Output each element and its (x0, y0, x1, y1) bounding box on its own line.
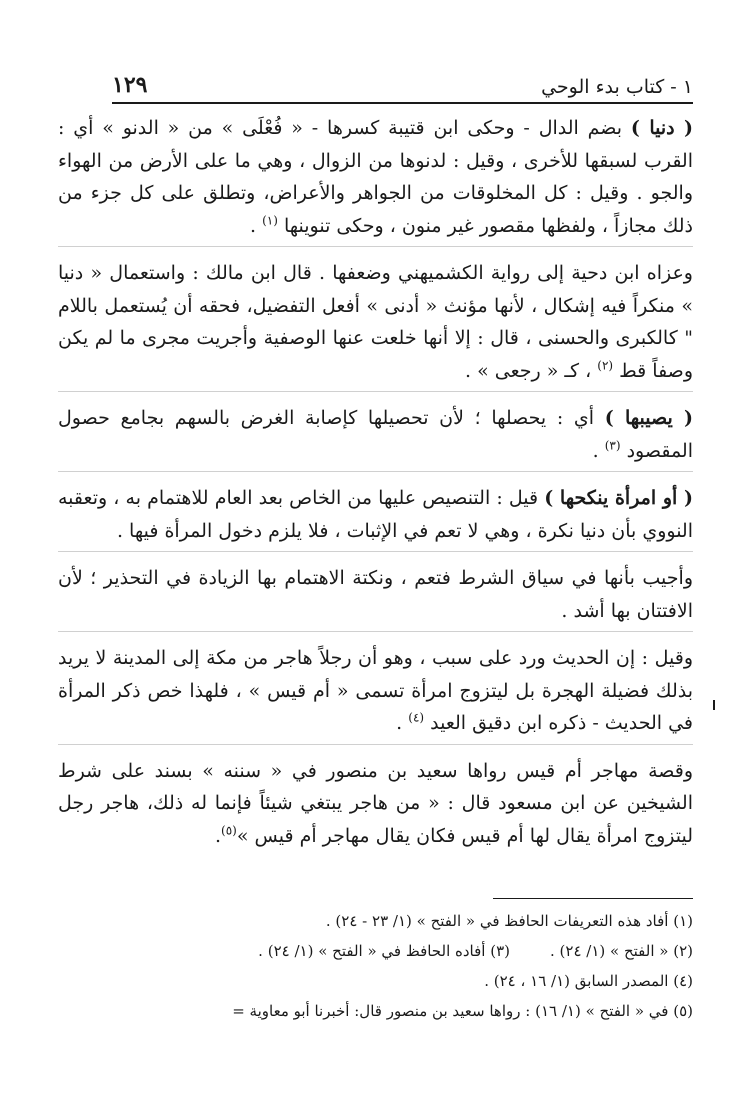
lemma-heading: ( أو امرأة ينكحها ) (544, 487, 693, 509)
footnote-3: (٣) أفاده الحافظ في « الفتح » (١/ ٢٤) . (258, 942, 510, 960)
paragraph-text: أي : يحصلها ؛ لأن تحصيلها كإصابة الغرض بالسهم بجامع حصول المقصود (58, 407, 693, 462)
paragraph-dunya (58, 112, 693, 247)
footnotes (58, 906, 693, 1026)
footnote-ref[interactable]: (٣) (604, 438, 621, 453)
margin-mark (713, 700, 715, 710)
paragraph-umm-qays (58, 755, 693, 857)
paragraph-answer (58, 562, 693, 632)
footnote-2: (٢) « الفتح » (١/ ٢٤) . (550, 942, 693, 960)
paragraph-text: وأجيب بأنها في سياق الشرط فتعم ، ونكتة الاهتمام بها الزيادة في التحذير ؛ لأن الافتتان بها أشد . (58, 567, 693, 622)
paragraph-sabab (58, 642, 693, 745)
paragraph-tail: . (592, 439, 605, 462)
paragraph-ibn-malik (58, 257, 693, 392)
footnote-ref[interactable]: (١) (262, 213, 278, 228)
paragraph-yusibuha (58, 402, 693, 472)
paragraph-tail: . (396, 712, 409, 734)
paragraph-text: وقصة مهاجر أم قيس رواها سعيد بن منصور في « سننه » بسند على شرط الشيخين عن ابن مسعود قال : « من هاجر يبتغي شيئاً فإنما له ذلك، هاجر رجل ليتزوج امرأة يقال لها أم قيس فكان يقال مهاجر أم قيس » (58, 759, 693, 847)
paragraph-tail: . (214, 824, 221, 847)
page-number: ١٢٩ (112, 72, 148, 98)
footnote-1: (١) أفاد هذه التعريفات الحافظ في « الفتح » (١/ ٢٣ - ٢٤) . (325, 912, 693, 930)
footnote-4: (٤) المصدر السابق (١/ ١٦ ، ٢٤) . (484, 972, 693, 990)
page-header (112, 58, 693, 104)
paragraph-text: قيل : التنصيص عليها من الخاص بعد العام للاهتمام به ، وتعقبه النووي بأن دنيا نكرة ، وهي لا تعم في الإثبات ، فلا يلزم دخول المرأة فيها . (58, 487, 693, 542)
paragraph-tail: . (250, 214, 263, 237)
paragraph-tail: ، كـ « رجعى » . (465, 359, 598, 382)
footnote-ref[interactable]: (٥) (221, 823, 237, 838)
lemma-heading: ( يصيبها ) (604, 407, 693, 429)
lemma-heading: ( دنيا ) (630, 117, 694, 139)
footnote-row-2-3 (58, 936, 693, 966)
footnote-5: (٥) في « الفتح » (١/ ١٦) : رواها سعيد بن منصور قال: أخبرنا أبو معاوية = (232, 1002, 693, 1020)
paragraph-text: بضم الدال - وحكى ابن قتيبة كسرها - « فُعْلَى » من « الدنو » أي : القرب لسبقها للأخرى ، وقيل : لدنوها من الزوال ، وهي ما على الأرض من الهواء والجو . وقيل : كل المخلوقات من الجواهر والأعراض، وتطلق على كل جزء من ذلك مجازاً ، ولفظها مقصور غير منون ، وحكى تنوينها (58, 117, 693, 237)
paragraph-text: وعزاه ابن دحية إلى رواية الكشميهني وضعفها . قال ابن مالك : واستعمال « دنيا » منكراً فيه إشكال ، لأنها مؤنث « أدنى » أفعل التفضيل، فحقه أن يُستعمل باللام " كالكبرى والحسنى ، قال : إلا أنها خلعت عنها الوصفية وأجريت مجرى ما لم يكن وصفاً قط (58, 262, 693, 382)
main-text (58, 112, 693, 866)
footnote-ref[interactable]: (٤) (408, 710, 425, 725)
paragraph-text: وقيل : إن الحديث ورد على سبب ، وهو أن رجلاً هاجر من مكة إلى المدينة لا يريد بذلك فضيلة الهجرة بل ليتزوج امرأة تسمى « أم قيس » ، فلهذا خص ذكر المرأة في الحديث - ذكره ابن دقيق العيد (58, 647, 693, 734)
running-title: ١ - كتاب بدء الوحي (541, 76, 693, 98)
footnote-divider (493, 898, 693, 899)
paragraph-imraa (58, 482, 693, 552)
footnote-ref[interactable]: (٢) (597, 358, 614, 373)
